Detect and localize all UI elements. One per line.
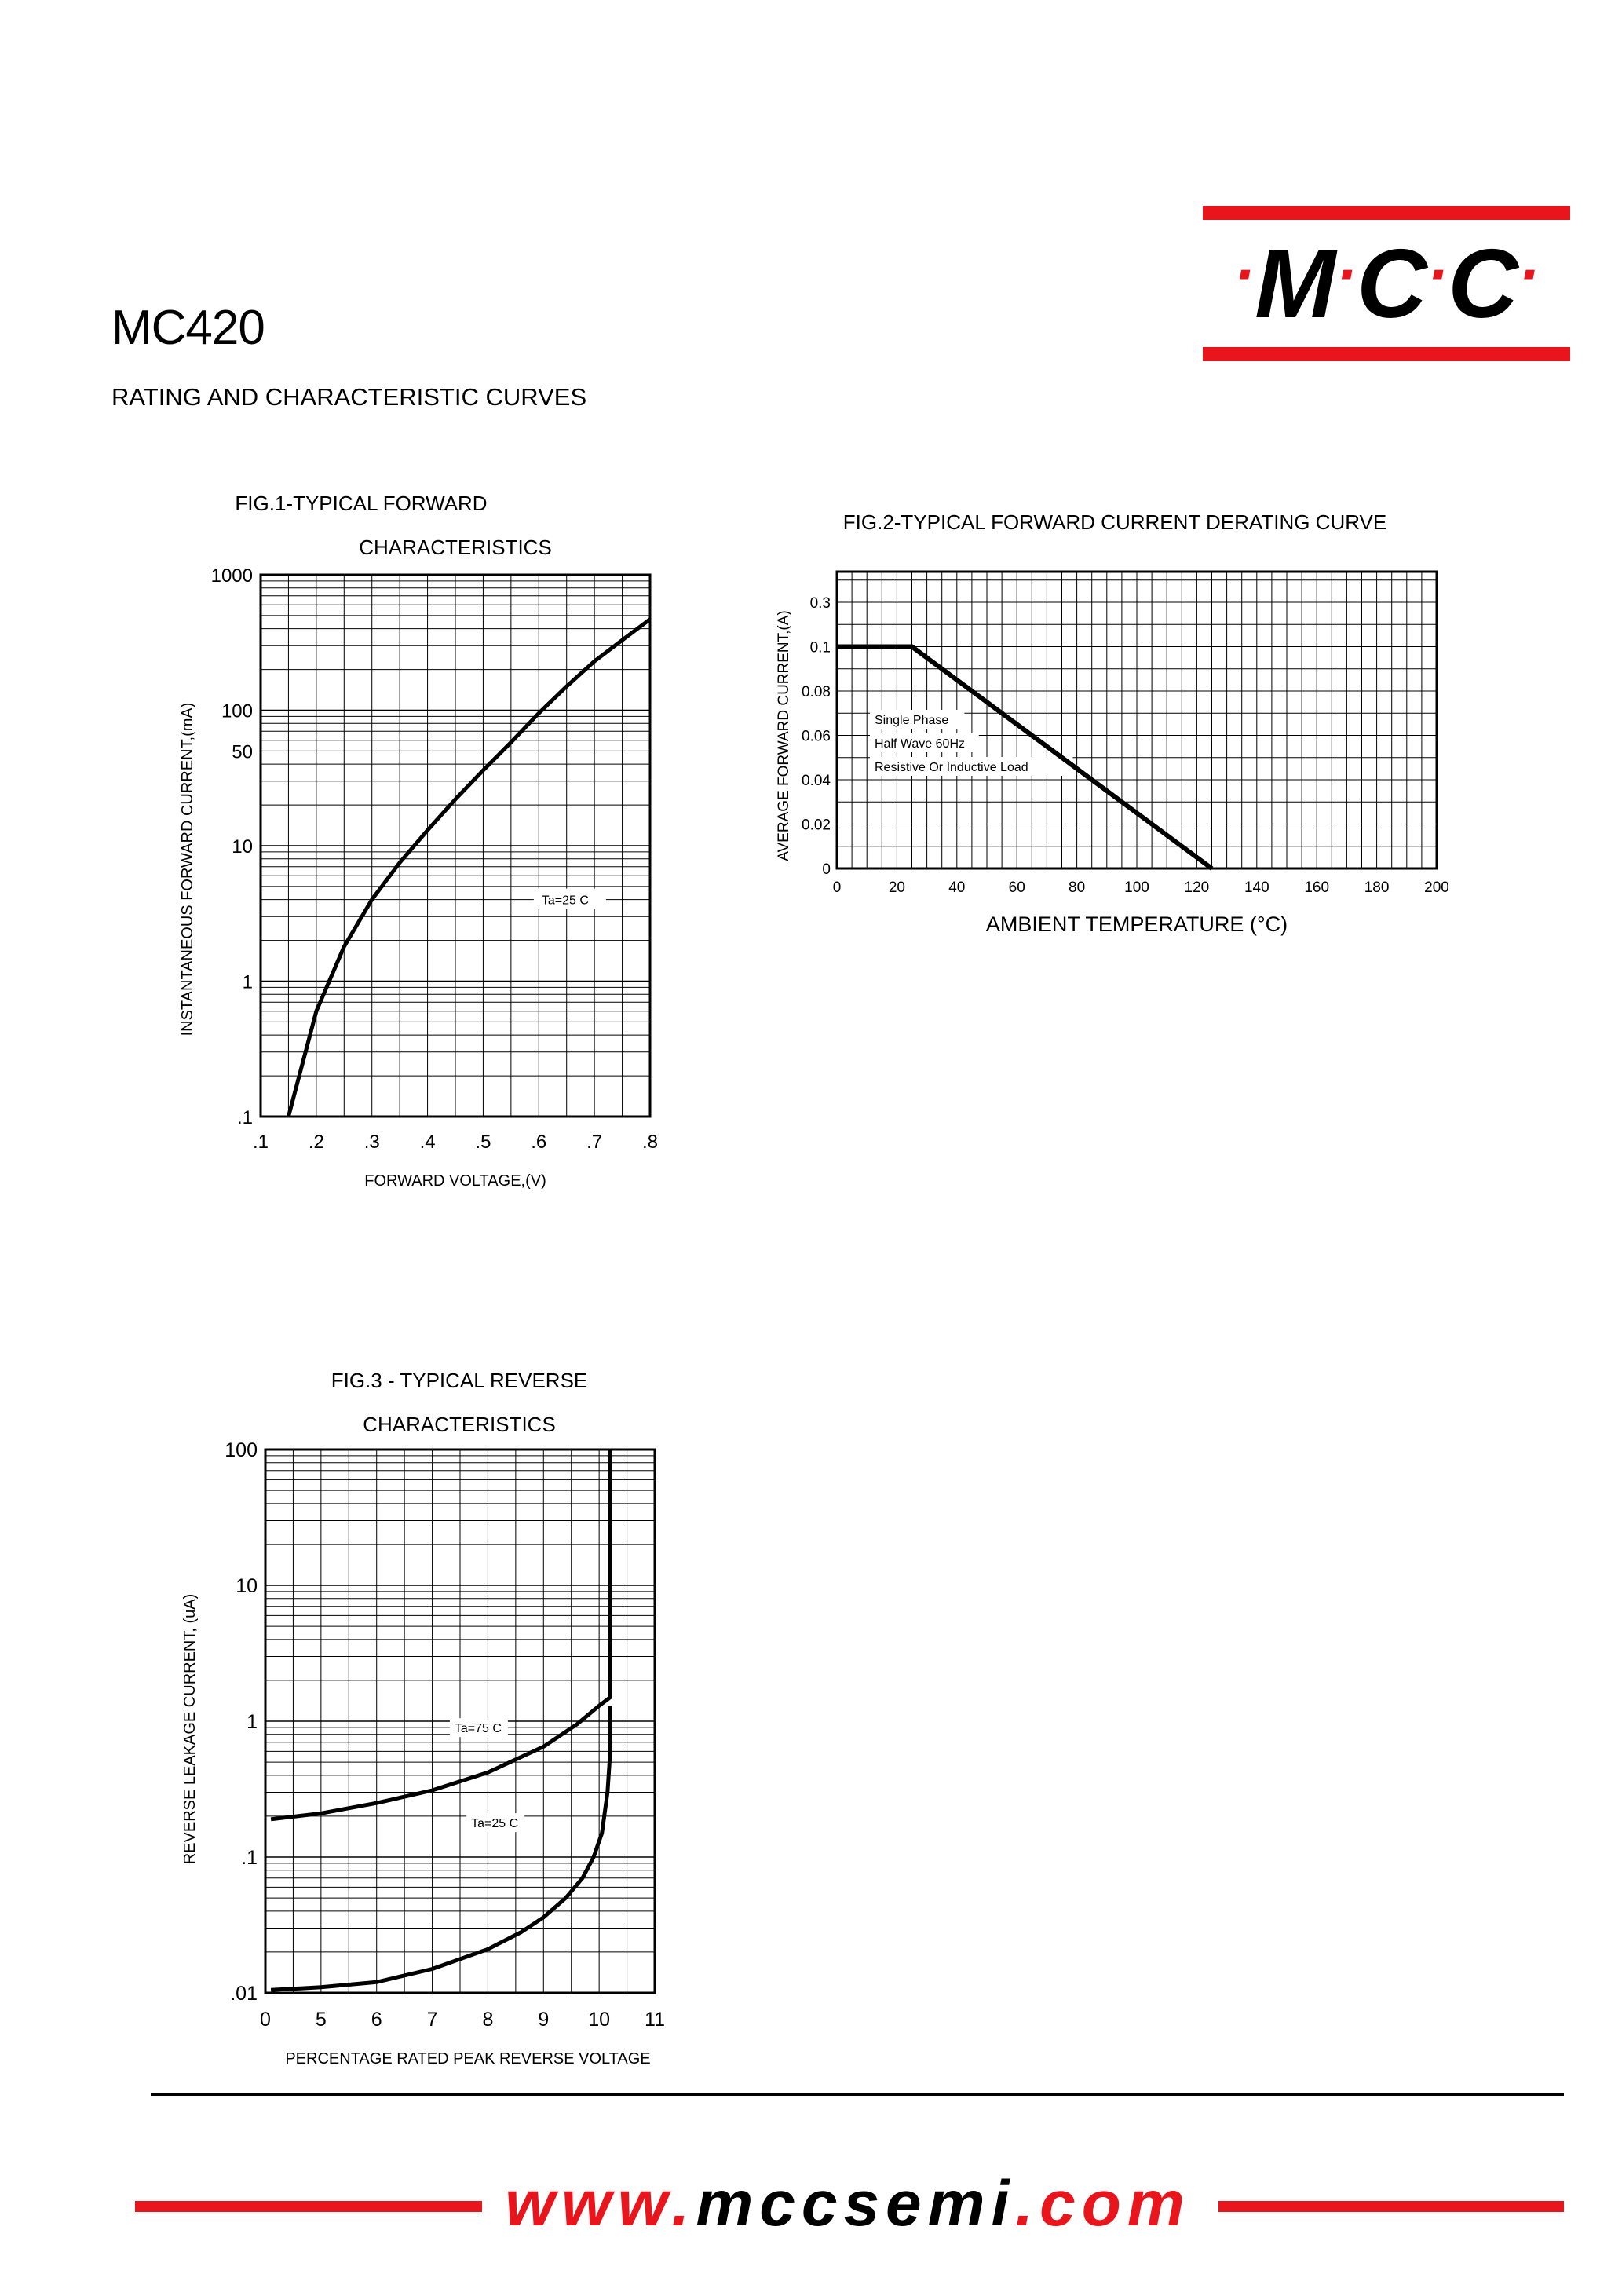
fig3-y-tick-label: 1 xyxy=(247,1711,258,1733)
fig1-y-tick-label: .1 xyxy=(236,1107,253,1128)
fig1-title-line1: FIG.1-TYPICAL FORWARD xyxy=(235,492,488,515)
fig2-x-axis-label: AMBIENT TEMPERATURE (°C) xyxy=(985,912,1288,936)
logo-dot: · xyxy=(1335,239,1357,309)
footer-url-main: mccsemi xyxy=(696,2168,1016,2239)
logo-letter: C xyxy=(1357,230,1427,338)
fig2-x-tick-label: 140 xyxy=(1244,879,1269,896)
fig2-annotation: Half Wave 60Hz xyxy=(875,737,965,751)
fig2-y-tick-label: 0.1 xyxy=(809,639,831,656)
fig2-x-tick-label: 60 xyxy=(1008,879,1025,896)
fig3-curve-ta25 xyxy=(271,1706,610,1990)
fig3-x-tick-label: 6 xyxy=(371,2009,382,2031)
fig3-x-tick-label: 9 xyxy=(538,2009,550,2031)
footer-divider xyxy=(151,2093,1564,2096)
fig3-series-label: Ta=75 C xyxy=(454,1722,502,1736)
fig2-x-tick-label: 120 xyxy=(1184,879,1210,896)
fig1-x-tick-label: .8 xyxy=(641,1132,659,1153)
fig1-y-tick-label: 1 xyxy=(242,971,253,993)
fig2-y-tick-label: 0.3 xyxy=(809,595,831,612)
fig3-x-axis-label: PERCENTAGE RATED PEAK REVERSE VOLTAGE xyxy=(285,2050,651,2067)
logo-letter: M xyxy=(1255,230,1336,338)
logo-letter: C xyxy=(1448,230,1518,338)
footer-right-bar xyxy=(1218,2201,1564,2212)
fig1-x-tick-label: .5 xyxy=(475,1132,491,1153)
fig3-title-line2: CHARACTERISTICS xyxy=(363,1413,556,1436)
fig1-y-tick-label: 50 xyxy=(232,741,253,763)
footer-url[interactable] xyxy=(495,2168,1201,2239)
fig2-y-tick-label: 0.06 xyxy=(802,728,831,745)
fig2-annotation: Single Phase xyxy=(875,714,949,727)
fig1-x-tick-label: .4 xyxy=(419,1132,436,1153)
fig3-x-tick-label: 8 xyxy=(482,2009,494,2031)
fig1-y-tick-label: 10 xyxy=(232,836,253,857)
fig1-x-axis-label: FORWARD VOLTAGE,(V) xyxy=(364,1172,546,1190)
fig2-y-axis-label: AVERAGE FORWARD CURRENT,(A) xyxy=(776,610,792,861)
fig2-x-tick-label: 20 xyxy=(888,879,905,896)
fig2-y-tick-label: 0 xyxy=(822,861,831,878)
fig1-title-line2: CHARACTERISTICS xyxy=(359,536,552,559)
fig1-x-tick-label: .3 xyxy=(363,1132,380,1153)
page-subtitle: RATING AND CHARACTERISTIC CURVES xyxy=(111,383,587,411)
fig2-x-tick-label: 100 xyxy=(1124,879,1149,896)
footer-url-prefix: www. xyxy=(505,2168,696,2239)
fig1-x-tick-label: .7 xyxy=(586,1132,603,1153)
fig3-y-tick-label: 10 xyxy=(236,1575,258,1597)
fig2-y-tick-label: 0.02 xyxy=(802,817,831,834)
logo-dot: · xyxy=(1427,239,1448,309)
fig1-x-tick-label: .2 xyxy=(308,1132,324,1153)
footer-url-suffix: .com xyxy=(1015,2168,1191,2239)
part-number: MC420 xyxy=(111,301,265,355)
fig3-y-tick-label: .01 xyxy=(230,1983,258,2005)
fig3-title-line1: FIG.3 - TYPICAL REVERSE xyxy=(331,1369,588,1392)
fig2-x-tick-label: 160 xyxy=(1304,879,1330,896)
fig3-x-tick-label: 5 xyxy=(315,2009,327,2031)
fig3-y-tick-label: .1 xyxy=(241,1847,258,1869)
fig2-x-tick-label: 40 xyxy=(948,879,966,896)
fig1-y-tick-label: 100 xyxy=(221,700,253,722)
fig2-title: FIG.2-TYPICAL FORWARD CURRENT DERATING CURVE xyxy=(842,510,1387,534)
fig2-y-tick-label: 0.04 xyxy=(802,773,831,789)
footer-left-bar xyxy=(135,2201,482,2212)
fig2-y-tick-label: 0.08 xyxy=(802,684,831,700)
fig2-x-tick-label: 200 xyxy=(1424,879,1449,896)
logo-dot: · xyxy=(1518,239,1540,309)
fig1-annotation: Ta=25 C xyxy=(541,894,589,908)
fig3-series-label: Ta=25 C xyxy=(471,1817,519,1831)
fig3-x-tick-label: 10 xyxy=(588,2009,611,2031)
logo-dot: · xyxy=(1233,239,1255,309)
fig3-curve-ta75 xyxy=(271,1450,610,1819)
fig3-x-tick-label: 11 xyxy=(645,2009,665,2031)
fig1-y-axis-label: INSTANTANEOUS FORWARD CURRENT,(mA) xyxy=(179,702,196,1036)
fig3-y-tick-label: 100 xyxy=(225,1439,258,1461)
fig3-x-tick-label: 7 xyxy=(426,2009,438,2031)
fig2-annotation: Resistive Or Inductive Load xyxy=(875,761,1028,774)
fig3-x-tick-label: 0 xyxy=(260,2009,271,2031)
fig2-x-tick-label: 180 xyxy=(1364,879,1390,896)
fig1-y-tick-label: 1000 xyxy=(210,565,253,587)
fig1-x-tick-label: .6 xyxy=(531,1132,547,1153)
fig3-y-axis-label: REVERSE LEAKAGE CURRENT, (uA) xyxy=(181,1593,199,1865)
fig2-x-tick-label: 0 xyxy=(832,879,842,896)
fig2-x-tick-label: 80 xyxy=(1069,879,1086,896)
fig1-x-tick-label: .1 xyxy=(252,1132,269,1153)
